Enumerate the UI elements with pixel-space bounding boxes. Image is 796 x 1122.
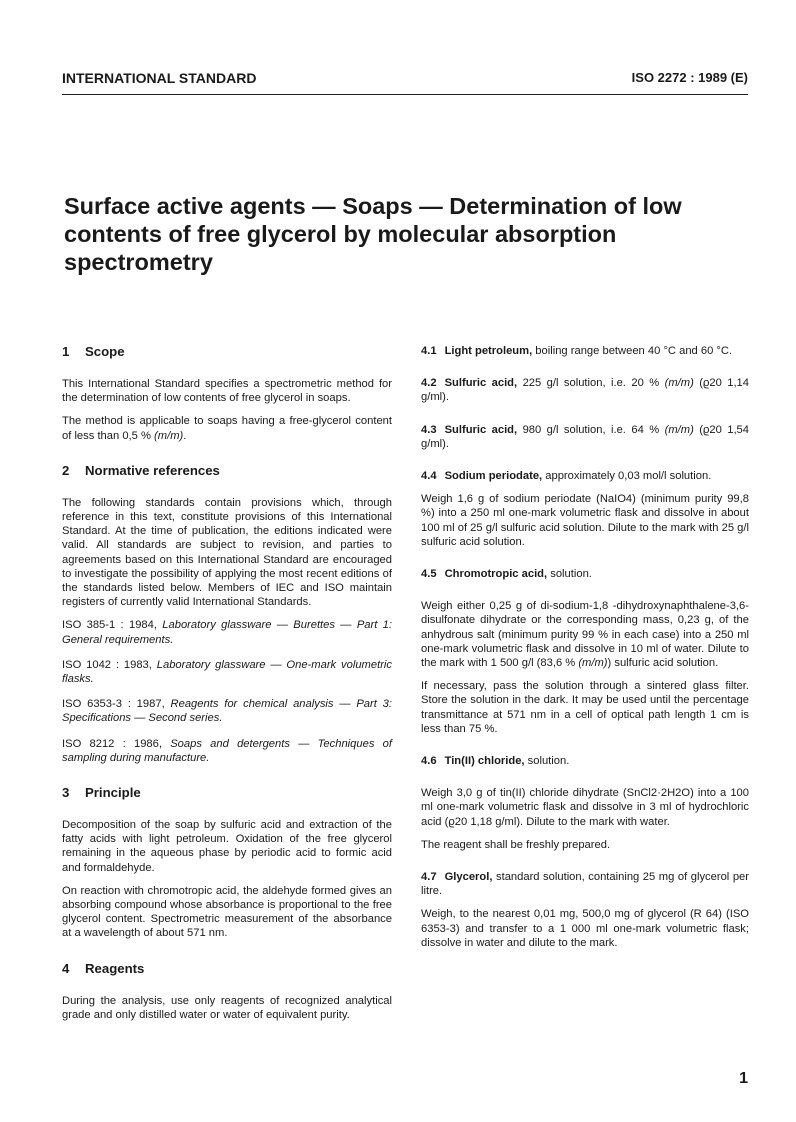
reference-item: ISO 1042 : 1983, Laboratory glassware — One-mark volumetric flasks. — [62, 658, 393, 686]
reference-item: ISO 6353-3 : 1987, Reagents for chemical analysis — Part 3: Specifications — Second series. — [62, 698, 392, 725]
section-heading-scope — [62, 344, 392, 360]
section-title: Reagents — [85, 960, 145, 976]
reagent-paragraph: Weigh 1,6 g of sodium periodate (NaIO4) (minimum purity 99,8 %) into a 250 ml one-mark volumetric flask and dissolve in about 100 ml of 25 g/l sulfuric acid solution. Dilute to the mark with 25 g/l sulfuric acid solution. — [421, 493, 749, 548]
scope-paragraph: This International Standard specifies a spectrometric method for the determination of low contents of free glycerol in soaps. — [62, 378, 392, 405]
reagent-4-1: 4.1 Light petroleum, boiling range between 40 °C and 60 °C. — [421, 345, 733, 357]
section-title: Scope — [85, 344, 125, 359]
section-title: Principle — [85, 785, 141, 801]
principle-paragraph: On reaction with chromotropic acid, the aldehyde formed gives an absorbing compound whose absorbance is proportional to the free glycerol content. Spectrometric measurement of the absorbance at a wavelength of about 571 nm. — [62, 884, 392, 940]
reagents-paragraph: During the analysis, use only reagents of recognized analytical grade and only distilled water or water of equivalent purity. — [62, 994, 392, 1021]
section-heading-principle — [62, 785, 392, 801]
reagent-paragraph: Weigh, to the nearest 0,01 mg, 500,0 mg of glycerol (R 64) (ISO 6353-3) and transfer to a 1 000 ml one-mark volumetric flask; dissolve in water and dilute to the mark. — [421, 908, 749, 949]
reagent-paragraph: The reagent shall be freshly prepared. — [421, 838, 611, 851]
reagent-paragraph: Weigh either 0,25 g of di-sodium-1,8 -dihydroxynaphthalene-3,6-disulfonate dihydrate or the corresponding mass, 0,23 g, of the anhydrous salt (minimum purity 99 % in each case) into a 250 ml one-mark volumetric flask and dissolve in 10 ml of water. Dilute to the mark with 1 500 g/l (83,6 % (m/m)) sulfuric acid solution. — [421, 600, 749, 670]
reagent-4-5: 4.5 Chromotropic acid, solution. — [421, 568, 592, 581]
section-number: 2 — [62, 462, 70, 478]
reagent-4-2: 4.2 Sulfuric acid, 225 g/l solution, i.e. 20 % (m/m) (ϱ20 1,14 g/ml). — [421, 377, 749, 404]
reagent-paragraph: Weigh 3,0 g of tin(II) chloride dihydrate (SnCl2·2H2O) into a 100 ml one-mark volumetric flask and dissolve in 3 ml of hydrochloric acid (ϱ20 1,18 g/ml). Dilute to the mark with water. — [421, 787, 749, 828]
references-intro: The following standards contain provisions which, through reference in this text, constitute provisions of this International Standard. At the time of publication, the editions indicated were valid. All standards are subject to revision, and parties to agreements based on this International Standard are encouraged to investigate the possibility of applying the most recent editions of the standards listed below. Members of IEC and ISO maintain registers of currently valid International Standards. — [62, 496, 392, 609]
document-title: Surface active agents — Soaps — Determination of low contents of free glycerol by molecular absorption spectrometry — [64, 193, 682, 275]
header-rule — [62, 94, 748, 95]
right-column — [421, 344, 749, 959]
reference-item: ISO 8212 : 1986, Soaps and detergents — Techniques of sampling during manufacture. — [62, 737, 392, 764]
section-heading-reagents — [62, 961, 392, 977]
left-column — [62, 344, 392, 1031]
principle-paragraph: Decomposition of the soap by sulfuric acid and extraction of the fatty acids with light petroleum. Oxidation of the free glycerol remaining in the aqueous phase by periodic acid to formic acid and formaldehyde. — [62, 819, 392, 874]
reference-item: ISO 385-1 : 1984, Laboratory glassware — Burettes — Part 1: General requirements. — [62, 619, 392, 646]
section-number: 1 — [62, 344, 70, 359]
header-standard-number: ISO 2272 : 1989 (E) — [631, 70, 748, 85]
running-header — [62, 70, 748, 92]
reagent-4-6: 4.6 Tin(II) chloride, solution. — [421, 755, 570, 768]
page-number: 1 — [739, 1070, 748, 1087]
section-heading-normative-references — [62, 463, 392, 479]
section-number: 3 — [62, 785, 70, 801]
reagent-4-3: 4.3 Sulfuric acid, 980 g/l solution, i.e. 64 % (m/m) (ϱ20 1,54 g/ml). — [421, 423, 749, 450]
section-title: Normative references — [85, 462, 220, 478]
section-number: 4 — [62, 960, 70, 976]
reagent-4-4: 4.4 Sodium periodate, approximately 0,03 mol/l solution. — [421, 470, 712, 483]
header-standard-type: INTERNATIONAL STANDARD — [62, 70, 257, 86]
reagent-4-7: 4.7 Glycerol, standard solution, containing 25 mg of glycerol per litre. — [421, 871, 749, 898]
reagent-paragraph: If necessary, pass the solution through a sintered glass filter. Store the solution in the dark. It may be used until the percentage transmittance at 571 nm in a cell of optical path length 1 cm is less than 75 %. — [421, 680, 749, 735]
scope-paragraph: The method is applicable to soaps having a free-glycerol content of less than 0,5 % (m/m). — [62, 415, 392, 442]
